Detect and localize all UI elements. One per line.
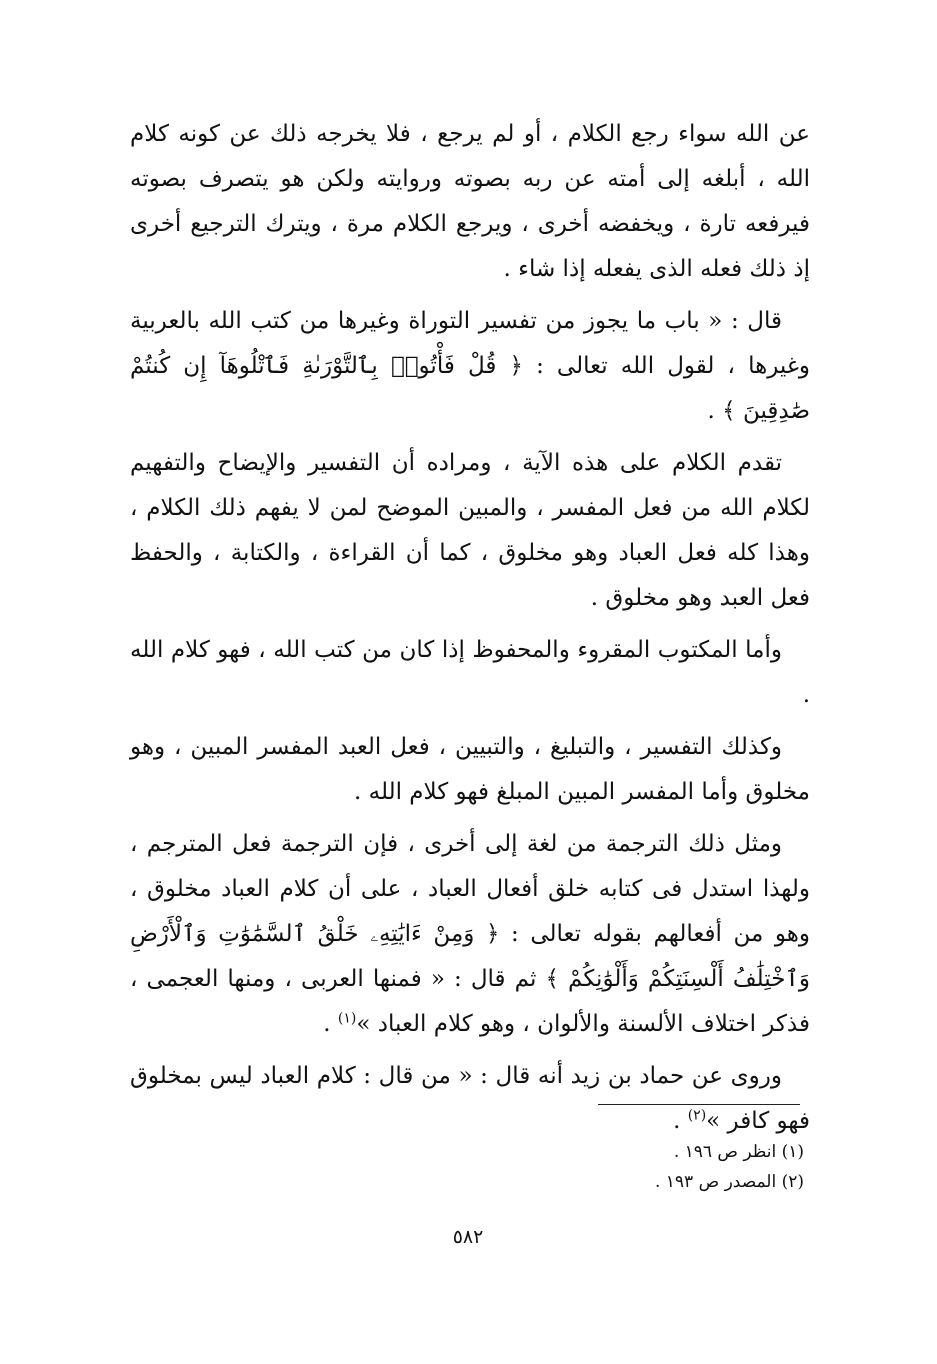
main-text bbox=[130, 112, 810, 1151]
paragraph-2: قال : « باب ما يجوز من تفسير التوراة وغيرها من كتب الله بالعربية وغيرها ، لقول الله تعالى : ﴿ قُلْ فَأْتُوا۟ بِٱلتَّوْرَىٰةِ فَٱتْلُوهَآ إِن كُنتُمْ صَٰدِقِينَ ﴾ . bbox=[130, 308, 810, 424]
paragraph-6-text: ومثل ذلك الترجمة من لغة إلى أخرى ، فإن الترجمة فعل المترجم ، ولهذا استدل فى كتابه خلق أفعال العباد ، على أن كلام العباد مخلوق ، وهو من أفعالهم بقوله تعالى : ﴿ وَمِنْ ءَايَٰتِهِۦ خَلْقُ ٱلسَّمَٰوَٰتِ وَٱلْأَرْضِ وَٱخْتِلَٰفُ أَلْسِنَتِكُمْ وَأَلْوَٰنِكُمْ ﴾ ثم قال : « فمنها العربى ، ومنها العجمى ، فذكر اختلاف الألسنة والألوان ، وهو كلام العباد » bbox=[130, 831, 810, 1037]
paragraph-6 bbox=[130, 822, 810, 1047]
paragraph-4: وأما المكتوب المقروء والمحفوظ إذا كان من كتب الله ، فهو كلام الله . bbox=[130, 637, 810, 708]
paragraph-5: وكذلك التفسير ، والتبليغ ، والتبيين ، فعل العبد المفسر المبين ، وهو مخلوق وأما المفسر المبين المبلغ فهو كلام الله . bbox=[130, 734, 810, 805]
footnote-ref-2: (٢) bbox=[687, 1107, 707, 1124]
paragraph-7-text: وروى عن حماد بن زيد أنه قال : « من قال : كلام العباد ليس بمخلوق فهو كافر » bbox=[130, 1063, 810, 1134]
paragraph-7 bbox=[130, 1054, 810, 1144]
paragraph-1: عن الله سواء رجع الكلام ، أو لم يرجع ، فلا يخرجه ذلك عن كونه كلام الله ، أبلغه إلى أمته عن ربه بصوته وروايته ولكن هو يتصرف بصوته فيرفعه تارة ، ويخفضه أخرى ، ويرجع الكلام مرة ، ويترك الترجيع أخرى إذ ذلك فعله الذى يفعله إذا شاء . bbox=[130, 121, 810, 282]
paragraph-6-end: . bbox=[323, 1011, 338, 1037]
paragraph-3: تقدم الكلام على هذه الآية ، ومراده أن التفسير والإيضاح والتفهيم لكلام الله من فعل المفسر ، والمبين الموضح لمن لا يفهم ذلك الكلام ، وهذا كله فعل العباد وهو مخلوق ، كما أن القراءة ، والكتابة ، والحفظ فعل العبد وهو مخلوق . bbox=[130, 450, 810, 611]
footnote-ref-1: (١) bbox=[337, 1010, 357, 1027]
footnote-1: (١) انظر ص ١٩٦ . bbox=[673, 1142, 804, 1162]
footnote-2: (٢) المصدر ص ١٩٣ . bbox=[654, 1172, 804, 1192]
page-number: ٥٨٢ bbox=[452, 1226, 484, 1248]
paragraph-7-end: . bbox=[673, 1108, 688, 1134]
footnote-divider bbox=[598, 1104, 800, 1105]
footnotes bbox=[500, 1137, 804, 1197]
